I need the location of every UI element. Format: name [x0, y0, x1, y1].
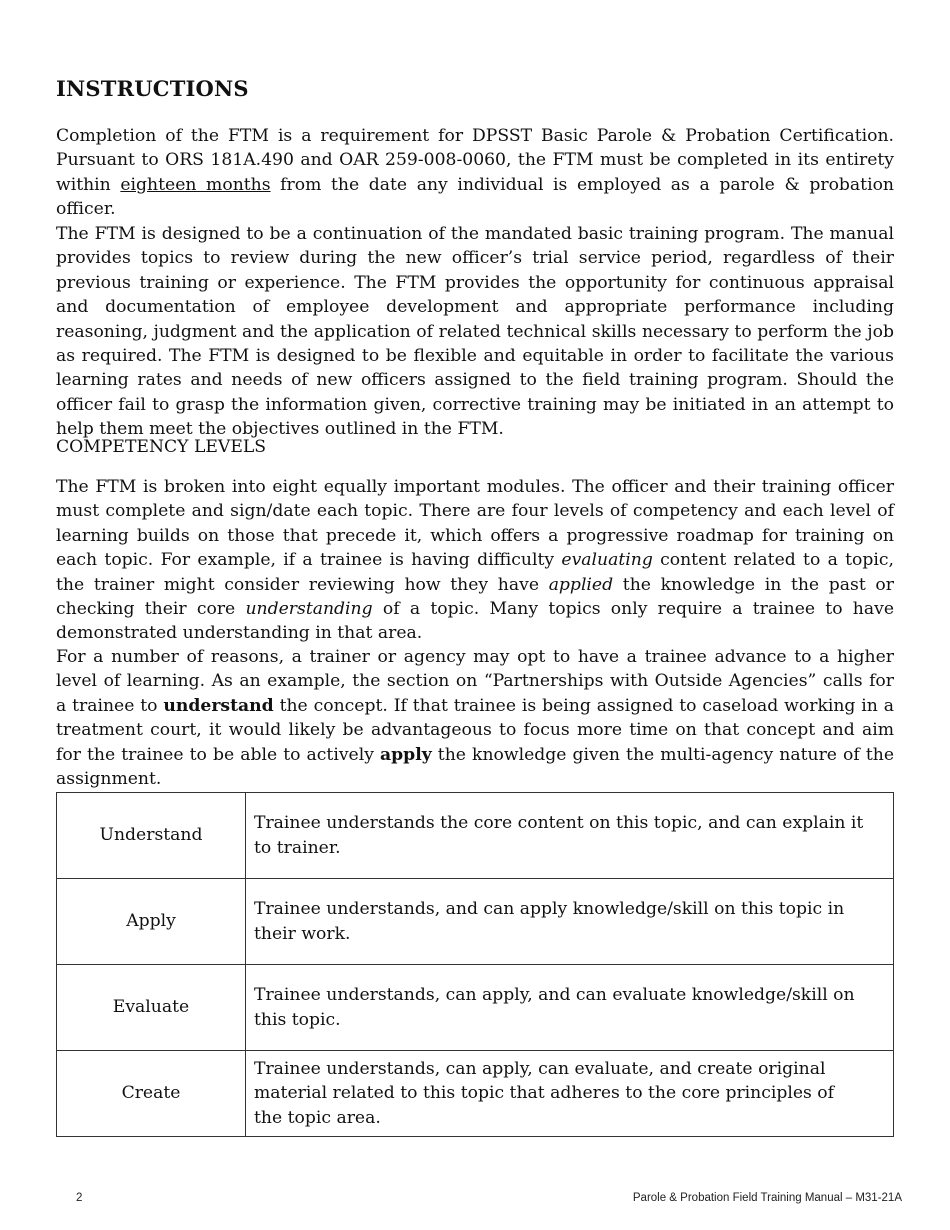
advancement-text-2: the concept. If that trainee is being assigned to caseload working in a treatment court, it would likely be advantageous to focus more time on that concept and aim for the trainee to be able to actively: [56, 695, 894, 765]
emphasis-understanding: understanding: [245, 599, 373, 620]
level-name-cell: Apply: [57, 879, 246, 965]
table-row: [57, 879, 894, 965]
level-name-cell: Evaluate: [57, 965, 246, 1051]
emphasis-evaluating: evaluating: [561, 550, 653, 571]
eighteen-months-underline: eighteen months: [120, 174, 271, 195]
table-row: [57, 793, 894, 879]
advancement-paragraph: [56, 645, 894, 791]
modules-text-4: of a topic. Many topics only require a trainee to have demonstrated understanding in that area.: [56, 599, 894, 644]
section-title-competency-levels: COMPETENCY LEVELS: [56, 437, 267, 457]
level-name-cell: Understand: [57, 793, 246, 879]
level-name-cell: Create: [57, 1051, 246, 1137]
modules-text-3: the knowledge in the past or checking their core: [56, 574, 894, 620]
certification-paragraph: [56, 124, 894, 222]
bold-understand: understand: [163, 695, 274, 716]
modules-paragraph: [56, 475, 894, 646]
modules-text-2: content related to a topic, the trainer might consider reviewing how they have: [56, 550, 894, 595]
ftm-purpose-paragraph: The FTM is designed to be a continuation of the mandated basic training program. The manual provides topics to review during the new officer’s trial service period, regardless of their previous training or experience. The FTM provides the opportunity for continuous appraisal and documentation of employee development and appropriate performance including reasoning, judgment and the application of related technical skills necessary to perform the job as required. The FTM is designed to be flexible and equitable in order to facilitate the various learning rates and needs of new officers assigned to the field training program. Should the officer fail to grasp the information given, corrective training may be initiated in an attempt to help them meet the objectives outlined in the FTM.: [56, 224, 894, 440]
certification-text-2: from the date any individual is employed as a parole & probation officer.: [56, 174, 894, 220]
page-title: INSTRUCTIONS: [56, 76, 249, 101]
level-description-cell: Trainee understands the core content on this topic, and can explain it to trainer.: [246, 793, 894, 879]
certification-text-1: Completion of the FTM is a requirement for DPSST Basic Parole & Probation Certification. Pursuant to ORS 181A.490 and OAR 259-008-0060, the FTM must be completed in its entirety within: [56, 126, 894, 195]
level-description-cell: Trainee understands, can apply, can evaluate, and create original material related to this topic that adheres to the core principles of the topic area.: [246, 1051, 894, 1137]
level-description-cell: Trainee understands, can apply, and can evaluate knowledge/skill on this topic.: [246, 965, 894, 1051]
level-description-cell: Trainee understands, and can apply knowledge/skill on this topic in their work.: [246, 879, 894, 965]
advancement-text-1: For a number of reasons, a trainer or agency may opt to have a trainee advance to a higher level of learning. As an example, the section on “Partnerships with Outside Agencies” calls for a trainee to: [56, 647, 894, 716]
emphasis-applied: applied: [548, 574, 614, 595]
advancement-text-3: the knowledge given the multi-agency nature of the assignment.: [56, 744, 894, 790]
bold-apply: apply: [380, 744, 432, 765]
table-row: [57, 1051, 894, 1137]
page-number: 2: [76, 1192, 83, 1204]
competency-levels-table: [56, 792, 894, 1137]
modules-text-1: The FTM is broken into eight equally important modules. The officer and their training officer must complete and sign/date each topic. There are four levels of competency and each level of learning builds on those that precede it, which offers a progressive roadmap for training on each topic. For example, if a trainee is having difficulty: [56, 477, 894, 571]
footer-document-title: Parole & Probation Field Training Manual – M31-21A: [632, 1192, 902, 1204]
table-row: [57, 965, 894, 1051]
